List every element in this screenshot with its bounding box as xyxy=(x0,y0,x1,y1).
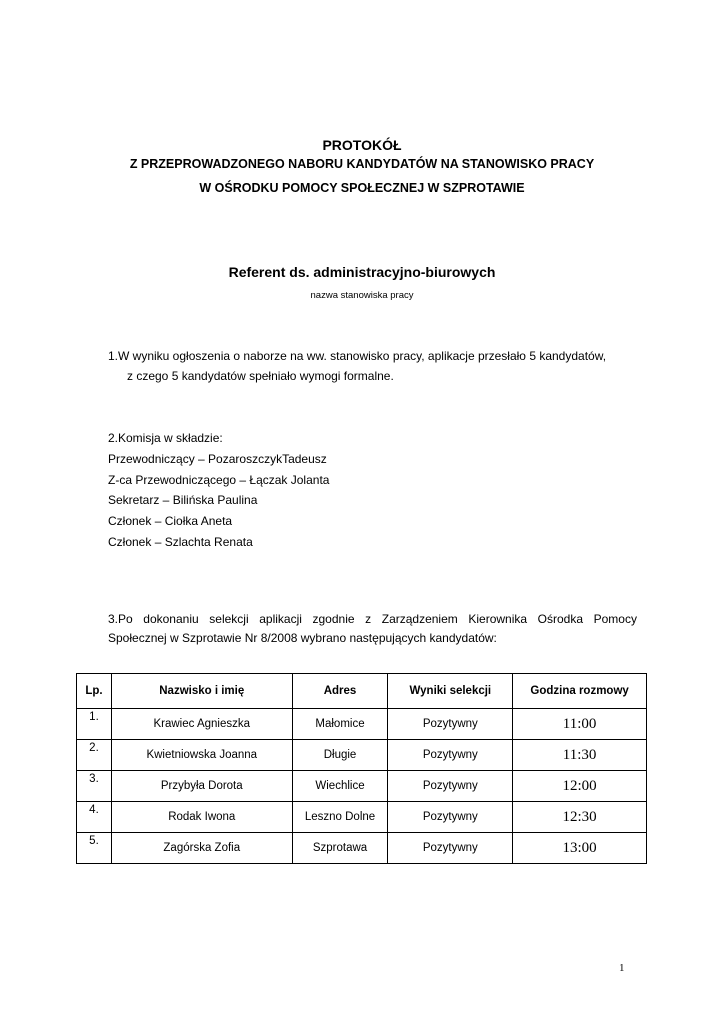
cell-address: Długie xyxy=(292,740,388,771)
committee-member: Z-ca Przewodniczącego – Łączak Jolanta xyxy=(108,472,330,487)
cell-address: Małomice xyxy=(292,709,388,740)
header-result: Wyniki selekcji xyxy=(388,674,513,709)
cell-name: Przybyła Dorota xyxy=(111,771,292,802)
position-caption: nazwa stanowiska pracy xyxy=(310,290,414,301)
word: Zarządzeniem xyxy=(381,612,458,626)
cell-name: Zagórska Zofia xyxy=(111,833,292,864)
cell-result: Pozytywny xyxy=(388,709,513,740)
section1-line2: z czego 5 kandydatów spełniało wymogi formalne. xyxy=(127,369,394,383)
cell-address: Leszno Dolne xyxy=(292,802,388,833)
cell-result: Pozytywny xyxy=(388,833,513,864)
table-row xyxy=(77,709,647,740)
committee-member: Przewodniczący – PozaroszczykTadeusz xyxy=(108,451,327,466)
header-lp: Lp. xyxy=(77,674,112,709)
cell-lp: 2. xyxy=(77,740,112,771)
cell-time: 13:00 xyxy=(513,833,647,864)
word: z xyxy=(365,612,372,626)
committee-member: Sekretarz – Bilińska Paulina xyxy=(108,493,258,508)
table-row xyxy=(77,802,647,833)
header-time: Godzina rozmowy xyxy=(513,674,647,709)
cell-address: Szprotawa xyxy=(292,833,388,864)
cell-time: 12:00 xyxy=(513,771,647,802)
table-row xyxy=(77,740,647,771)
cell-time: 11:00 xyxy=(513,709,647,740)
word: dokonaniu xyxy=(143,612,199,626)
committee-heading: 2.Komisja w składzie: xyxy=(108,431,223,445)
word: zgodnie xyxy=(312,612,355,626)
cell-result: Pozytywny xyxy=(388,740,513,771)
position-title: Referent ds. administracyjno-biurowych xyxy=(228,264,496,280)
cell-time: 12:30 xyxy=(513,802,647,833)
word: selekcji xyxy=(209,612,249,626)
table-row xyxy=(77,771,647,802)
cell-lp: 5. xyxy=(77,833,112,864)
committee-member: Członek – Szlachta Renata xyxy=(108,534,253,549)
header-address: Adres xyxy=(292,674,388,709)
page-number: 1 xyxy=(619,962,625,974)
table-header-row xyxy=(77,674,647,709)
word: Pomocy xyxy=(593,612,637,626)
section3-line2: Społecznej w Szprotawie Nr 8/2008 wybrano następujących kandydatów: xyxy=(108,631,497,645)
table-row xyxy=(77,833,647,864)
committee-section xyxy=(108,428,329,553)
document-subtitle-line2: W OŚRODKU POMOCY SPOŁECZNEJ W SZPROTAWIE xyxy=(199,181,525,195)
cell-name: Krawiec Agnieszka xyxy=(111,709,292,740)
cell-name: Rodak Iwona xyxy=(111,802,292,833)
document-subtitle-line1: Z PRZEPROWADZONEGO NABORU KANDYDATÓW NA STANOWISKO PRACY xyxy=(129,157,595,171)
section3-line1 xyxy=(108,612,637,626)
cell-lp: 3. xyxy=(77,771,112,802)
word: Ośrodka xyxy=(537,612,584,626)
cell-time: 11:30 xyxy=(513,740,647,771)
document-title: PROTOKÓŁ xyxy=(322,137,402,153)
word: 3.Po xyxy=(108,612,133,626)
cell-result: Pozytywny xyxy=(388,771,513,802)
cell-address: Wiechlice xyxy=(292,771,388,802)
candidates-table xyxy=(76,673,647,864)
word: Kierownika xyxy=(468,612,528,626)
section1-line1: 1.W wyniku ogłoszenia o naborze na ww. stanowisko pracy, aplikacje przesłało 5 kandydatów, xyxy=(108,349,607,363)
cell-lp: 1. xyxy=(77,709,112,740)
cell-name: Kwietniowska Joanna xyxy=(111,740,292,771)
committee-member: Członek – Ciołka Aneta xyxy=(108,514,233,529)
cell-lp: 4. xyxy=(77,802,112,833)
header-name: Nazwisko i imię xyxy=(111,674,292,709)
word: aplikacji xyxy=(259,612,302,626)
cell-result: Pozytywny xyxy=(388,802,513,833)
